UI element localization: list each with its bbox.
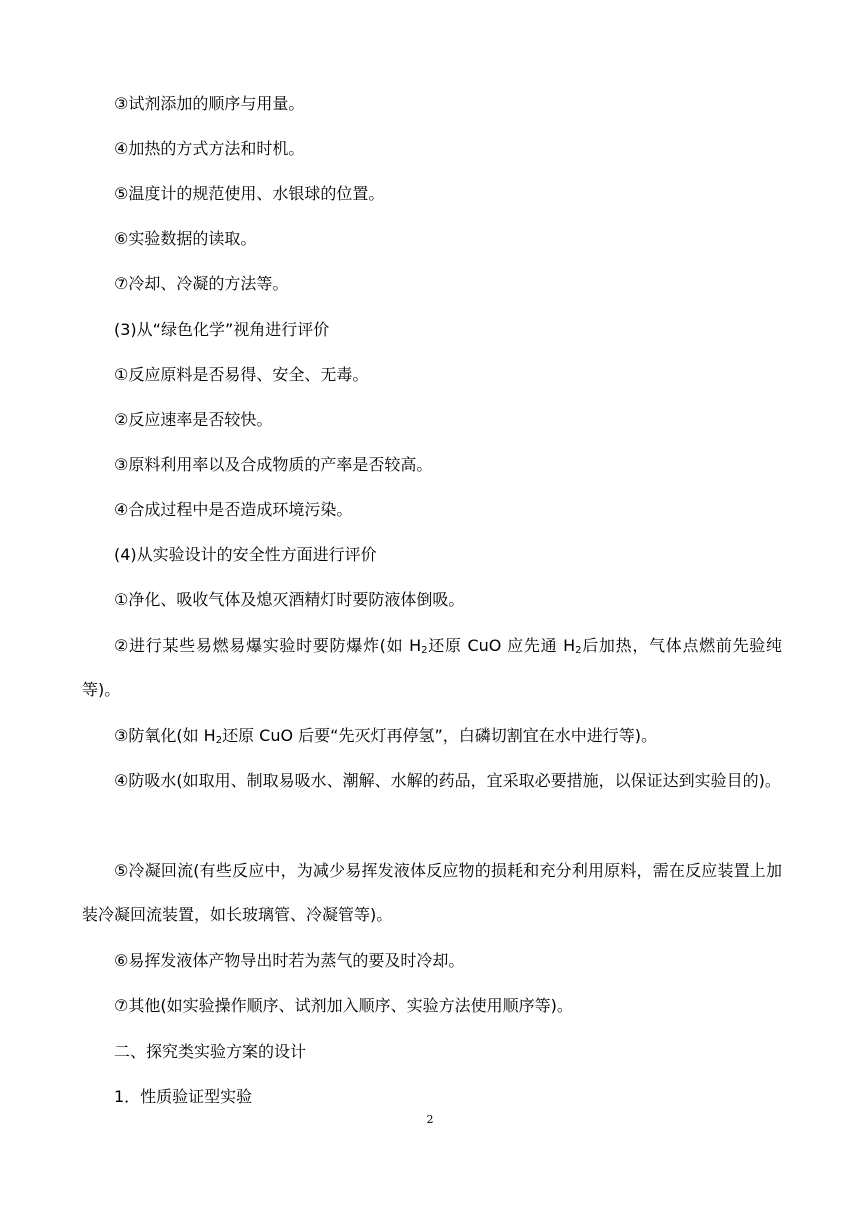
paragraph-line: ⑥易挥发液体产物导出时若为蒸气的要及时冷却。 [114, 951, 465, 970]
text-run: ②进行某些易燃易爆实验时要防爆炸(如 H [114, 636, 422, 655]
subsection-heading: 1．性质验证型实验 [114, 1087, 253, 1106]
paragraph-explosion-prevention [82, 624, 782, 712]
subscript: 2 [575, 645, 582, 656]
section-heading: 二、探究类实验方案的设计 [114, 1042, 307, 1061]
subscript: 2 [421, 645, 428, 656]
paragraph-line: ③原料利用率以及合成物质的产率是否较高。 [114, 455, 433, 474]
paragraph-oxidation-prevention [82, 714, 782, 758]
paragraph-line: ④合成过程中是否造成环境污染。 [114, 500, 353, 519]
subheading-safety: (4)从实验设计的安全性方面进行评价 [114, 545, 377, 564]
paragraph-moisture-prevention: ④防吸水(如取用、制取易吸水、潮解、水解的药品，宜采取必要措施，以保证达到实验目的)。 [114, 771, 781, 790]
text-run: 还原 CuO 应先通 H [427, 636, 576, 655]
paragraph-line: ③试剂添加的顺序与用量。 [114, 94, 305, 113]
paragraph-line: ①净化、吸收气体及熄灭酒精灯时要防液体倒吸。 [114, 590, 465, 609]
paragraph-line: ①反应原料是否易得、安全、无毒。 [114, 365, 369, 384]
page-number: 2 [426, 1113, 434, 1126]
paragraph-line: ②反应速率是否较快。 [114, 410, 273, 429]
subheading-green-chemistry: (3)从“绿色化学”视角进行评价 [114, 320, 330, 339]
paragraph-line: ⑦冷却、冷凝的方法等。 [114, 274, 289, 293]
paragraph-line: ⑤温度计的规范使用、水银球的位置。 [114, 184, 385, 203]
paragraph-line: ④加热的方式方法和时机。 [114, 139, 305, 158]
paragraph-reflux: ⑤冷凝回流(有些反应中，为减少易挥发液体反应物的损耗和充分利用原料，需在反应装置上加装冷凝回流装置，如长玻璃管、冷凝管等)。 [82, 861, 782, 924]
text-run: ③防氧化(如 H [114, 726, 216, 745]
subscript: 2 [215, 735, 223, 746]
paragraph-line: ⑦其他(如实验操作顺序、试剂加入顺序、实验方法使用顺序等)。 [114, 996, 573, 1015]
paragraph-line: ⑥实验数据的读取。 [114, 229, 257, 248]
text-run: 后加热，气体点燃前先验纯等)。 [82, 636, 782, 699]
text-run: 还原 CuO 后要“先灭灯再停氢”，白磷切割宜在水中进行等)。 [222, 726, 657, 745]
